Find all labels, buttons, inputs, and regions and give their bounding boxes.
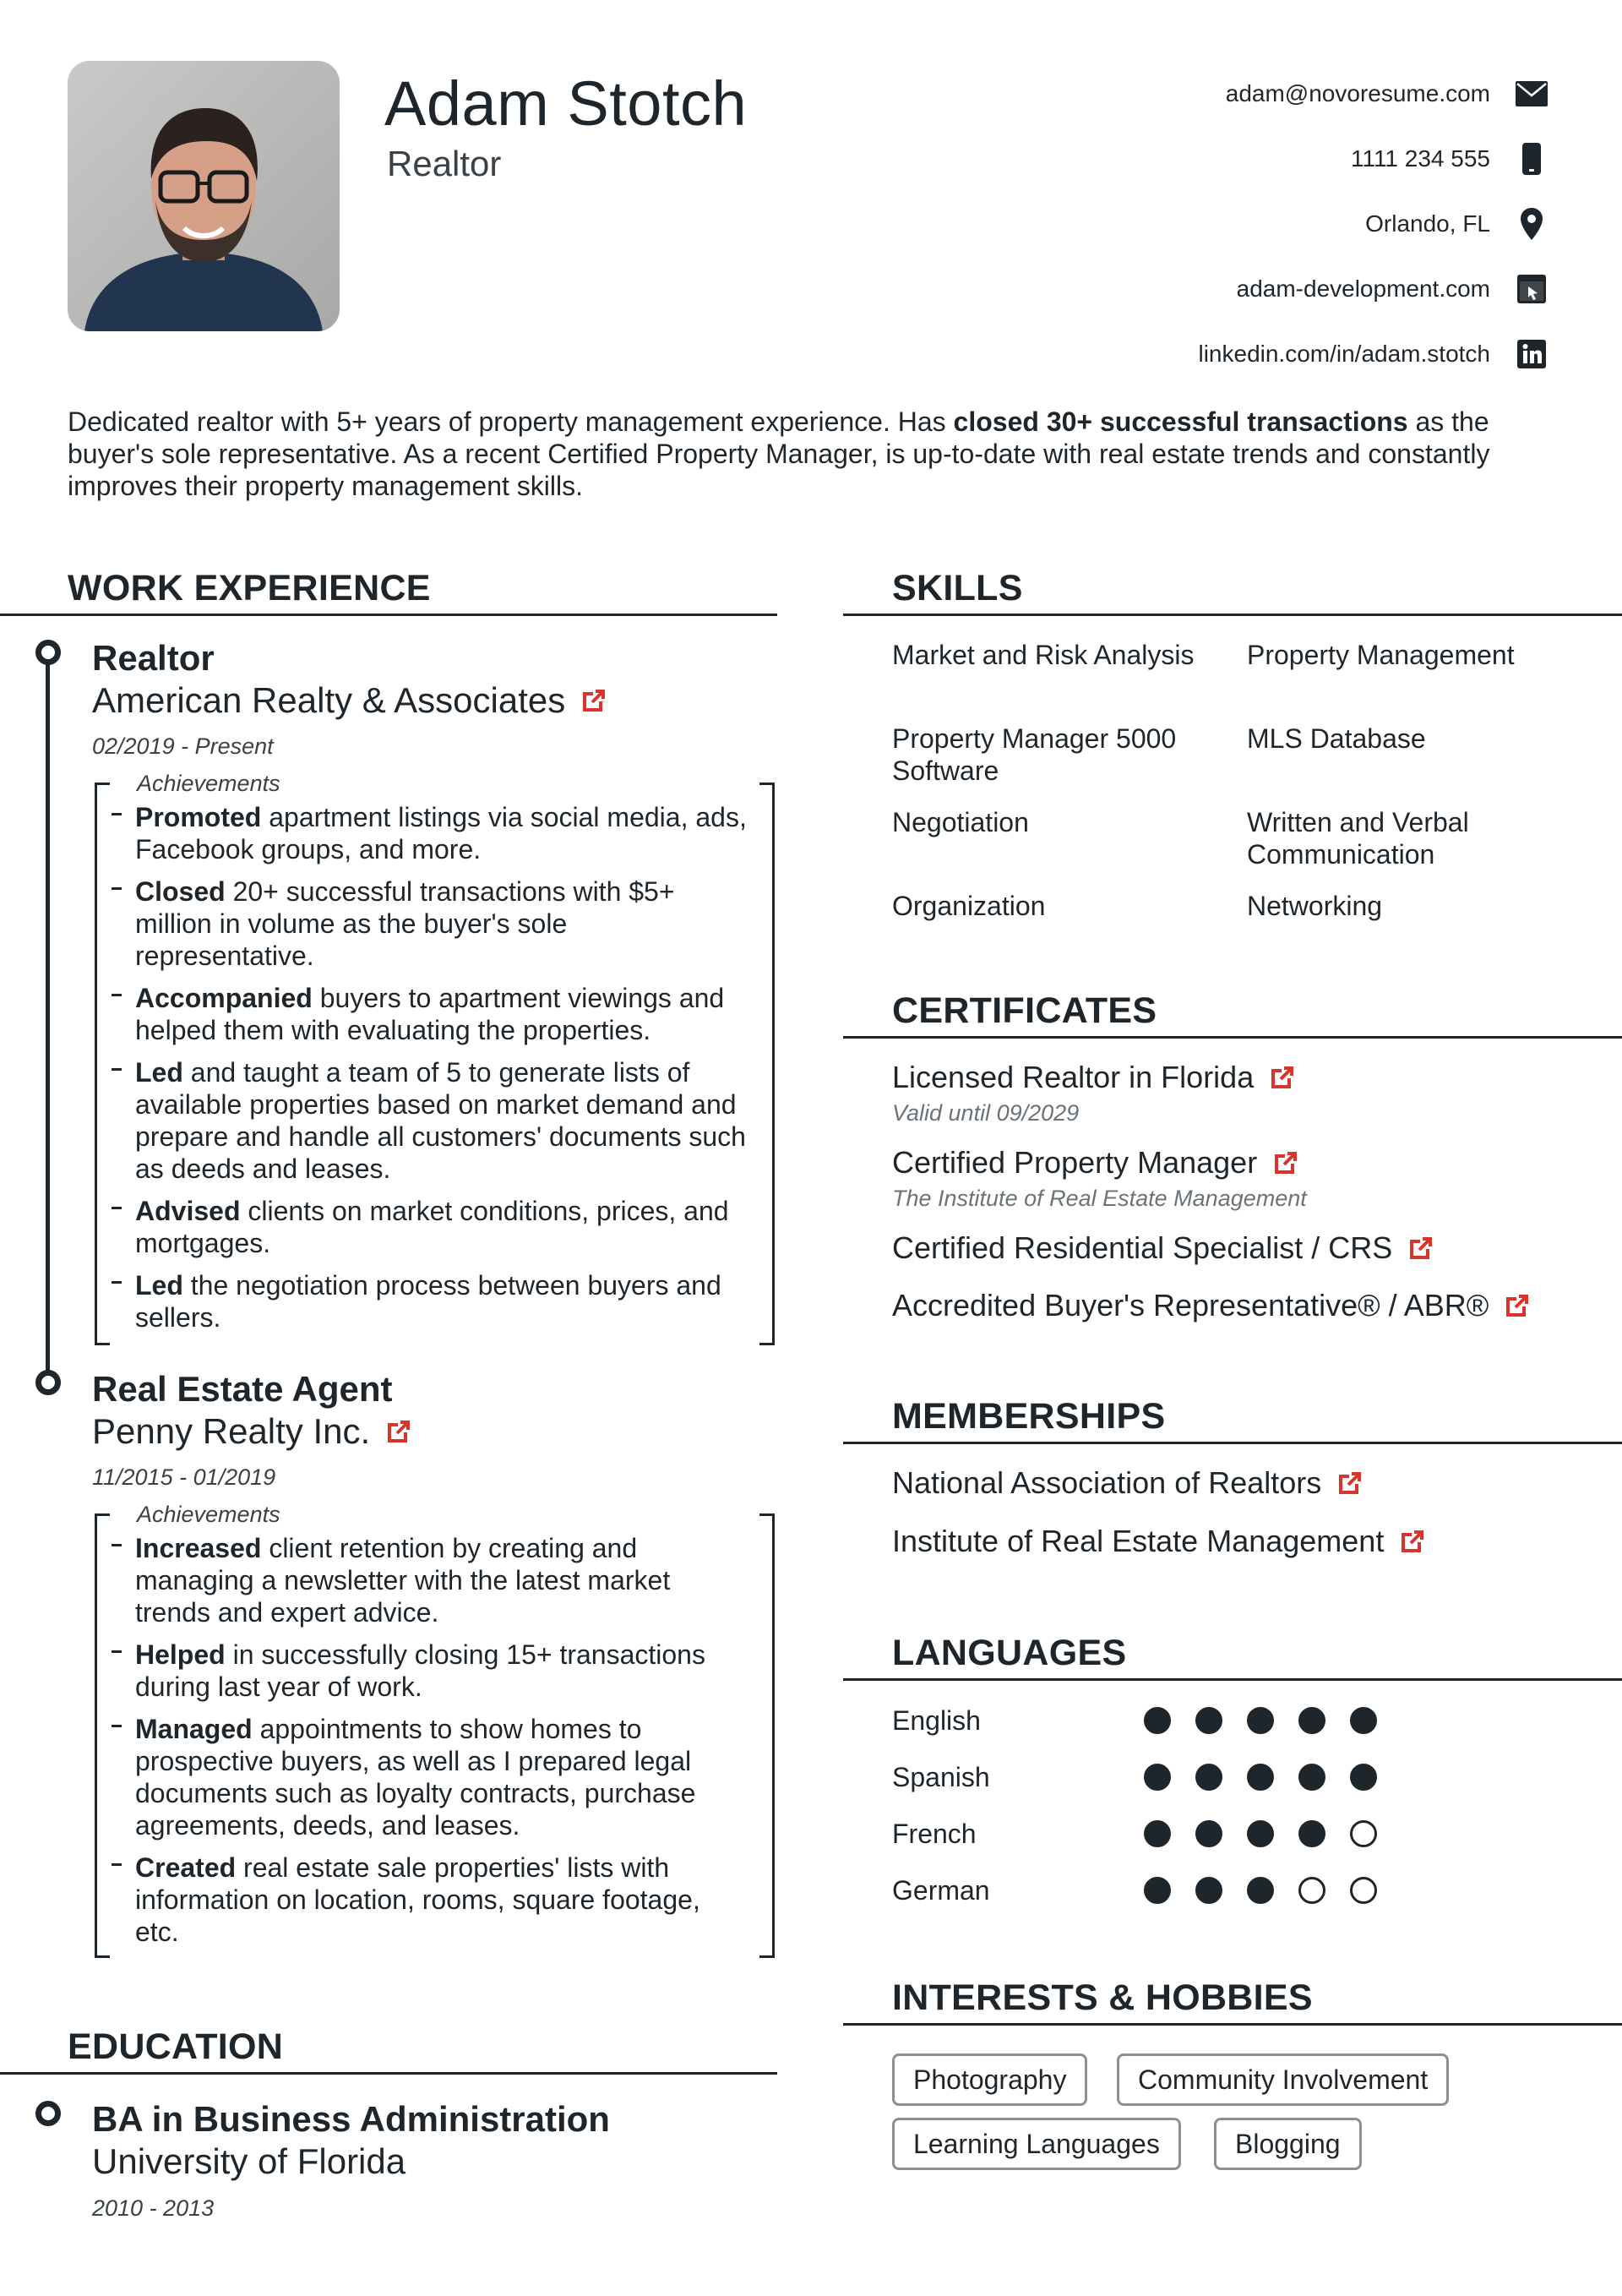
language-level <box>1144 1820 1402 1847</box>
job-company[interactable] <box>92 680 606 721</box>
skill-item: Market and Risk Analysis <box>892 640 1195 670</box>
interest-tag: Blogging <box>1214 2118 1362 2170</box>
level-dot-empty <box>1298 1877 1325 1904</box>
bullet-text: apartment listings via social media, ads, Facebook groups, and more. <box>135 802 747 864</box>
languages-heading: LANGUAGES <box>892 1633 1127 1673</box>
work-experience-heading: WORK EXPERIENCE <box>68 568 431 608</box>
skill-item: Written and Verbal Communication <box>1247 807 1469 870</box>
language-name: English <box>892 1705 981 1736</box>
list-item <box>135 1532 749 1628</box>
membership-link[interactable] <box>892 1524 1424 1559</box>
education-rule <box>0 2072 777 2075</box>
languages-rule <box>843 1678 1622 1681</box>
candidate-name: Adam Stotch <box>384 68 748 139</box>
skills-rule <box>843 614 1622 616</box>
job-company-name: American Realty & Associates <box>92 680 566 720</box>
browser-link-icon <box>1516 273 1548 305</box>
language-level <box>1144 1764 1402 1791</box>
achievements-box <box>95 771 775 1345</box>
list-item <box>135 1713 749 1841</box>
certificates-heading: CERTIFICATES <box>892 990 1157 1031</box>
job-dates: 02/2019 - Present <box>92 734 274 759</box>
list-item <box>135 801 749 865</box>
contact-phone-text: 1111 234 555 <box>1350 145 1490 172</box>
level-dot-empty <box>1350 1877 1377 1904</box>
external-link-icon <box>1338 1471 1362 1495</box>
bullet-verb: Led <box>135 1270 183 1301</box>
list-item <box>135 982 749 1046</box>
certificate-issuer: The Institute of Real Estate Management <box>892 1186 1307 1211</box>
contact-linkedin-text: linkedin.com/in/adam.stotch <box>1198 340 1490 367</box>
bullet-verb: Created <box>135 1852 237 1883</box>
skill-item: Property Manager 5000 Software <box>892 723 1177 786</box>
bullet-verb: Promoted <box>135 802 262 832</box>
timeline-node <box>35 1370 61 1395</box>
level-dot-filled <box>1247 1764 1274 1791</box>
timeline-node <box>35 2101 61 2126</box>
memberships-heading: MEMBERSHIPS <box>892 1396 1166 1437</box>
list-item <box>135 1056 749 1185</box>
language-name: French <box>892 1819 977 1849</box>
list-item <box>135 1269 749 1333</box>
bracket-left <box>95 783 110 1345</box>
bracket-left <box>95 1513 110 1958</box>
summary-highlight: closed 30+ successful transactions <box>953 406 1408 437</box>
certificate-name: Certified Residential Specialist / CRS <box>892 1230 1393 1265</box>
job-dates: 11/2015 - 01/2019 <box>92 1464 276 1490</box>
certificates-rule <box>843 1036 1622 1039</box>
job-title: Real Estate Agent <box>92 1369 393 1409</box>
achievements-list <box>135 1532 749 1958</box>
language-level <box>1144 1877 1402 1904</box>
work-experience-rule <box>0 614 777 616</box>
contact-email-text: adam@novoresume.com <box>1225 79 1490 106</box>
level-dot-filled <box>1195 1820 1222 1847</box>
level-dot-filled <box>1144 1877 1171 1904</box>
certificate-name: Accredited Buyer's Representative® / ABR® <box>892 1288 1489 1323</box>
bullet-text: client retention by creating and managing a newsletter with the latest market trends and expert advice. <box>135 1533 671 1628</box>
envelope-icon <box>1516 78 1548 110</box>
bullet-verb: Increased <box>135 1533 262 1563</box>
contact-phone[interactable] <box>1198 126 1548 191</box>
certificate-name: Certified Property Manager <box>892 1145 1258 1180</box>
bullet-text: the negotiation process between buyers and sellers. <box>135 1270 721 1333</box>
profile-photo <box>68 61 340 331</box>
summary-paragraph <box>68 406 1554 502</box>
contact-location-text: Orlando, FL <box>1365 210 1490 237</box>
skill-item: Property Management <box>1247 640 1515 670</box>
interests-rule <box>843 2023 1622 2026</box>
bullet-text: in successfully closing 15+ transactions during last year of work. <box>135 1639 705 1702</box>
level-dot-filled <box>1350 1764 1377 1791</box>
achievements-label: Achievements <box>137 771 280 796</box>
candidate-role: Realtor <box>387 144 502 183</box>
level-dot-filled <box>1247 1707 1274 1734</box>
contact-website[interactable] <box>1198 256 1548 321</box>
timeline-line <box>46 661 50 1372</box>
level-dot-filled <box>1350 1707 1377 1734</box>
skill-item: MLS Database <box>1247 723 1426 754</box>
linkedin-icon <box>1516 338 1548 370</box>
level-dot-filled <box>1247 1820 1274 1847</box>
certificate-link[interactable] <box>892 1288 1529 1323</box>
job-company-name: Penny Realty Inc. <box>92 1411 371 1451</box>
level-dot-filled <box>1144 1764 1171 1791</box>
level-dot-filled <box>1298 1707 1325 1734</box>
external-link-icon <box>582 689 606 712</box>
level-dot-empty <box>1350 1820 1377 1847</box>
list-item <box>135 1852 749 1948</box>
contact-location <box>1198 191 1548 256</box>
interest-tag: Learning Languages <box>892 2118 1181 2170</box>
bullet-text: buyers to apartment viewings and helped them with evaluating the properties. <box>135 983 725 1045</box>
list-item <box>135 1195 749 1259</box>
skill-item: Organization <box>892 891 1046 921</box>
level-dot-filled <box>1195 1707 1222 1734</box>
school-name: University of Florida <box>92 2141 406 2181</box>
level-dot-filled <box>1195 1764 1222 1791</box>
contact-list <box>1198 61 1548 386</box>
degree-title: BA in Business Administration <box>92 2099 610 2139</box>
contact-website-text: adam-development.com <box>1236 275 1490 302</box>
certificate-link[interactable] <box>892 1145 1298 1181</box>
bracket-right <box>759 1513 775 1958</box>
skill-item: Networking <box>1247 891 1383 921</box>
job-company[interactable] <box>92 1411 411 1452</box>
language-name: Spanish <box>892 1762 990 1792</box>
phone-icon <box>1516 143 1548 175</box>
certificate-link[interactable] <box>892 1230 1433 1266</box>
language-level <box>1144 1707 1402 1734</box>
bullet-text: real estate sale properties' lists with information on location, rooms, square footage, etc. <box>135 1852 700 1947</box>
achievements-label: Achievements <box>137 1502 280 1527</box>
membership-name: National Association of Realtors <box>892 1465 1322 1500</box>
level-dot-filled <box>1298 1820 1325 1847</box>
external-link-icon <box>1274 1151 1298 1175</box>
bullet-verb: Helped <box>135 1639 226 1670</box>
bullet-verb: Led <box>135 1057 183 1088</box>
bullet-verb: Managed <box>135 1714 253 1744</box>
achievements-box <box>95 1502 775 1958</box>
bullet-verb: Advised <box>135 1196 241 1226</box>
level-dot-filled <box>1247 1877 1274 1904</box>
skill-item: Negotiation <box>892 807 1029 837</box>
level-dot-filled <box>1195 1877 1222 1904</box>
bullet-verb: Accompanied <box>135 983 313 1013</box>
membership-link[interactable] <box>892 1465 1362 1501</box>
level-dot-filled <box>1144 1707 1171 1734</box>
external-link-icon <box>1505 1294 1529 1317</box>
interests-heading: INTERESTS & HOBBIES <box>892 1977 1313 2018</box>
achievements-list <box>135 801 749 1344</box>
contact-email[interactable] <box>1198 61 1548 126</box>
interest-tag: Photography <box>892 2053 1087 2106</box>
level-dot-filled <box>1144 1820 1171 1847</box>
job-title: Realtor <box>92 638 215 678</box>
education-dates: 2010 - 2013 <box>92 2195 215 2221</box>
list-item <box>135 1639 749 1703</box>
bullet-text: clients on market conditions, prices, and mortgages. <box>135 1196 729 1258</box>
language-name: German <box>892 1875 990 1906</box>
summary-text-end: as the buyer's sole representative. As a recent Certified Property Manager, is up-to-date with real estate trends and constantly improves their property management skills. <box>68 406 1490 501</box>
summary-text-start: Dedicated realtor with 5+ years of property management experience. Has <box>68 406 954 437</box>
bullet-verb: Closed <box>135 876 226 907</box>
external-link-icon <box>1401 1530 1424 1553</box>
bracket-right <box>759 783 775 1345</box>
external-link-icon <box>387 1420 411 1443</box>
certificate-validity: Valid until 09/2029 <box>892 1100 1080 1126</box>
external-link-icon <box>1271 1066 1294 1089</box>
location-pin-icon <box>1516 208 1548 240</box>
bullet-text: appointments to show homes to prospective buyers, as well as I prepared legal documents such as loyalty contracts, purchase agreements, deeds, and leases. <box>135 1714 696 1841</box>
membership-name: Institute of Real Estate Management <box>892 1524 1385 1558</box>
timeline-node <box>35 640 61 665</box>
memberships-rule <box>843 1442 1622 1444</box>
bullet-text: and taught a team of 5 to generate lists of available properties based on market demand and prepare and handle all customers' documents such as deeds and leases. <box>135 1057 746 1184</box>
contact-linkedin[interactable] <box>1198 321 1548 386</box>
certificate-name: Licensed Realtor in Florida <box>892 1060 1255 1094</box>
bullet-text: 20+ successful transactions with $5+ million in volume as the buyer's sole representative. <box>135 876 675 971</box>
education-heading: EDUCATION <box>68 2026 284 2067</box>
list-item <box>135 875 749 972</box>
level-dot-filled <box>1298 1764 1325 1791</box>
skills-heading: SKILLS <box>892 568 1023 608</box>
external-link-icon <box>1409 1236 1433 1260</box>
certificate-link[interactable] <box>892 1060 1294 1095</box>
interest-tag: Community Involvement <box>1117 2053 1449 2106</box>
